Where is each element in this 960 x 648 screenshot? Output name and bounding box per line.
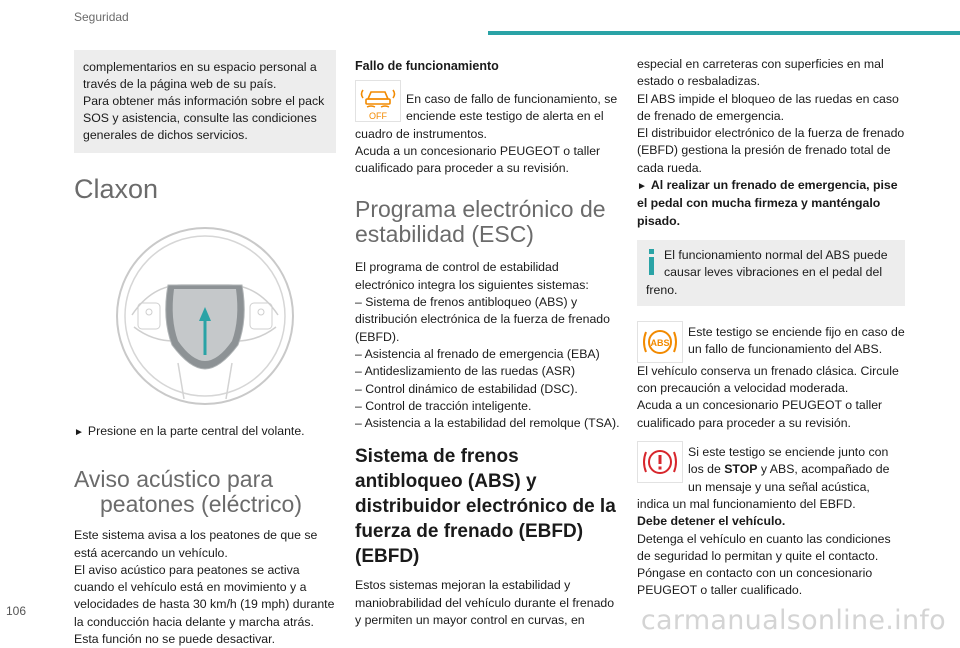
esc-list-item: – Antideslizamiento de las ruedas (ASR) <box>355 364 576 379</box>
sos-note-line: complementarios en su espacio personal a través de la página web de su país. <box>83 60 317 91</box>
watermark: carmanualsonline.info <box>640 605 946 636</box>
esc-off-icon <box>355 80 401 122</box>
brake-warning <box>637 440 905 600</box>
claxon-heading: Claxon <box>74 174 159 204</box>
abs-warning-text: Acuda a un concesionario PEUGEOT o taller cualificado para proceder a su revisión. <box>637 398 883 430</box>
section-title: Seguridad <box>74 10 129 24</box>
abs-text: El distribuidor electrónico de la fuerza de frenado (EBFD) gestiona la presión de frenado total de cada rueda. <box>637 126 905 175</box>
stop-now-text: Debe detener el vehículo. <box>637 514 786 529</box>
esc-heading: Programa electrónico de estabilidad (ESC) <box>355 196 606 248</box>
abs-ebfd-heading: Sistema de frenos antibloqueo (ABS) y distribuidor electrónico de la fuerza de frenado (EBFD) (EBFD) <box>355 446 616 568</box>
info-note-text: El funcionamiento normal del ABS puede causar leves vibraciones en el pedal del freno. <box>646 247 888 297</box>
column-2 <box>355 50 621 629</box>
abs-info-note <box>637 240 905 306</box>
brake-warning-text: Detenga el vehículo en cuanto las condiciones de seguridad lo permitan y quite el contacto. <box>637 531 891 563</box>
brake-warning-text: Póngase en contacto con un concesionario PEUGEOT o taller cualificado. <box>637 566 873 598</box>
aviso-paragraph: Este sistema avisa a los peatones de que se está acercando un vehículo. <box>74 528 318 560</box>
abs-warning-icon <box>637 321 683 363</box>
page-number: 106 <box>6 604 27 618</box>
esc-intro: El programa de control de estabilidad electrónico integra los siguientes sistemas: <box>355 260 589 292</box>
sos-note-line: Para obtener más información sobre el pack SOS y asistencia, consulte las condiciones generales de dichos servicios. <box>83 94 325 142</box>
abs-warning-text: Este testigo se enciende fijo en caso de un fallo de funcionamiento del ABS. <box>688 324 905 357</box>
esc-list-item: – Asistencia al frenado de emergencia (EBA) <box>355 346 600 361</box>
abs-text: especial en carreteras con superficies en mal estado o resbaladizas. <box>637 57 884 89</box>
abs-icon-label: ABS <box>650 337 670 348</box>
aviso-heading-line1: Aviso acústico para <box>74 466 274 493</box>
aviso-heading <box>74 467 336 517</box>
emergency-brake-instruction: ► Al realizar un frenado de emergencia, pise el pedal con mucha firmeza y manténgalo pisado. <box>637 178 898 228</box>
steering-wheel-icon <box>112 223 298 409</box>
column-1 <box>74 50 336 648</box>
sos-note-box <box>74 50 336 153</box>
esc-list-item: – Control de tracción inteligente. <box>355 398 532 413</box>
aviso-paragraph: Esta función no se puede desactivar. <box>74 632 275 647</box>
esc-off-icon-label: OFF <box>369 111 387 121</box>
header-accent-bar <box>488 31 960 35</box>
info-icon <box>646 249 656 275</box>
esc-list-item: – Sistema de frenos antibloqueo (ABS) y distribución electrónica de la fuerza de frenado (EBFD). <box>355 295 610 344</box>
abs-warning <box>637 320 905 432</box>
abs-text: El ABS impide el bloqueo de las ruedas en caso de frenado de emergencia. <box>637 91 899 123</box>
fallo-text: En caso de fallo de funcionamiento, se enciende este testigo de alerta en el cuadro de instrumentos. <box>355 92 618 141</box>
claxon-instruction: ► Presione en la parte central del volante. <box>74 424 305 438</box>
brake-warning-text: Si este testigo se enciende junto con los de STOP y ABS, acompañado de un mensaje y una señal acústica, indica un mal funcionamiento del EBFD. <box>637 445 890 511</box>
aviso-paragraph: El aviso acústico para peatones se activa cuando el vehículo está en movimiento y a velocidades de hasta 30 km/h (19 mph) durante la conducción hacia delante y marcha atrás. <box>74 562 335 629</box>
esc-off-warning <box>355 79 621 177</box>
column-3 <box>637 50 905 600</box>
esc-list-item: – Control dinámico de estabilidad (DSC). <box>355 381 578 396</box>
brake-warning-icon <box>637 441 683 483</box>
abs-intro: Estos sistemas mejoran la estabilidad y maniobrabilidad del vehículo durante el frenado y permiten un mayor control en curvas, en <box>355 578 615 628</box>
aviso-heading-line2: peatones (eléctrico) <box>100 491 302 518</box>
abs-warning-text: El vehículo conserva un frenado clásica. Circule con precaución a velocidad moderada. <box>637 363 899 396</box>
steering-wheel-illustration <box>74 223 336 409</box>
esc-list-item: – Asistencia a la estabilidad del remolque (TSA). <box>355 416 620 431</box>
fallo-text: Acuda a un concesionario PEUGEOT o taller cualificado para proceder a su revisión. <box>355 143 601 176</box>
fallo-heading: Fallo de funcionamiento <box>355 59 499 73</box>
